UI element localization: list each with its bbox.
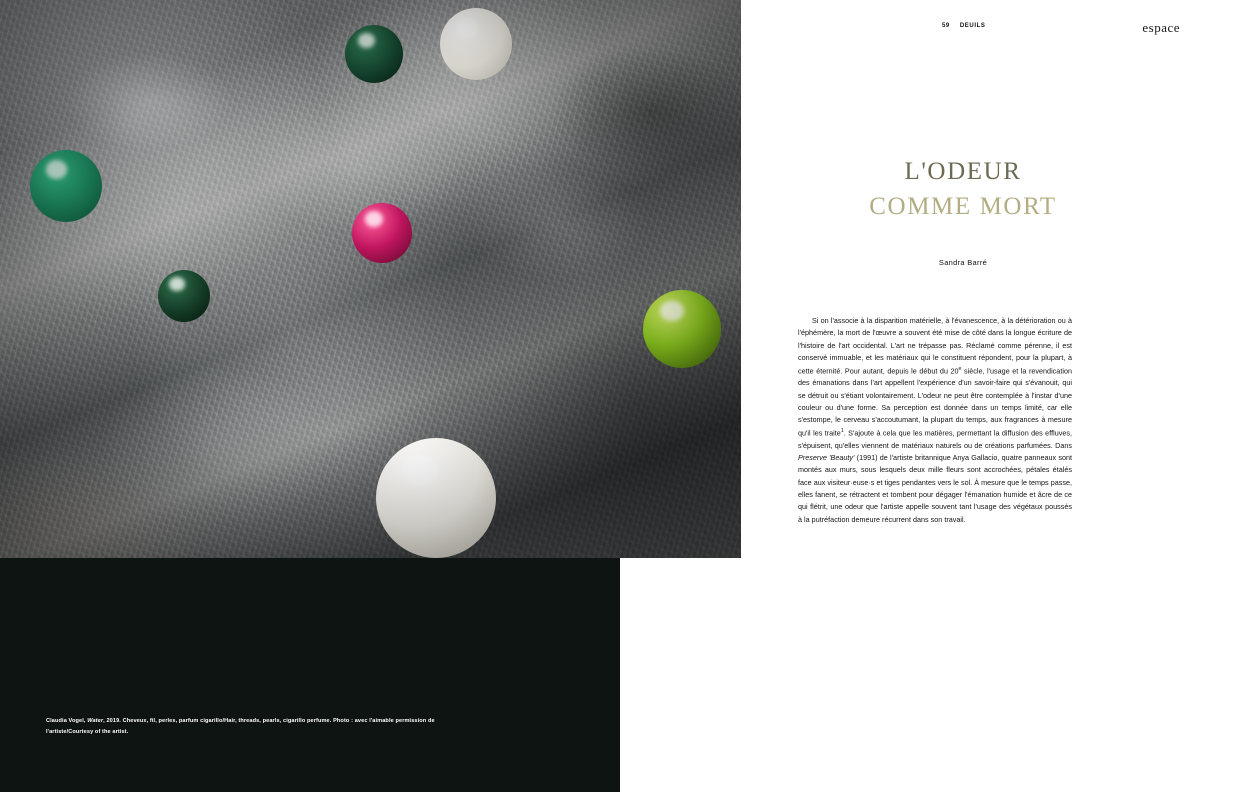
article-body	[798, 315, 1072, 526]
artwork-photograph	[0, 0, 741, 558]
running-head	[942, 23, 985, 29]
caption-line2: cigarillo perfume. Photo : avec l'aimable permission de l'artiste/Courtesy of the artist.	[46, 718, 435, 735]
caption-line1-prefix: Claudia Vogel,	[46, 718, 86, 724]
photo-caption	[46, 716, 466, 738]
caption-line1-suffix: , 2019. Cheveux, fil, perles, parfum cigarillo/Hair, threads, pearls,	[103, 718, 282, 724]
spread-gutter	[741, 0, 753, 792]
caption-artwork-title: Water	[87, 718, 104, 724]
body-superscript-ordinal: e	[958, 365, 962, 372]
body-text-part3: . S'ajoute à cela que les matières, permettant la diffusion des effluves, s'épuisent, qu'elles viennent de matériaux naturels ou de créations parfumées. Dans	[798, 428, 1072, 450]
article-title-line2: COMME MORT	[869, 192, 1057, 220]
article-title-line1: L'ODEUR	[904, 158, 1022, 185]
body-footnote-marker: 1	[840, 427, 844, 434]
body-artwork-title: Preserve 'Beauty'	[798, 452, 855, 462]
magazine-logo: espace	[1142, 20, 1180, 35]
left-page-lower-white-block	[620, 558, 741, 792]
photo-vignette	[0, 0, 741, 558]
body-text-part1: Si on l'associe à la disparition matérielle, à l'évanescence, à la détérioration ou à l'éphémère, la mort de l'œuvre a souvent été mise de côté dans la longue écriture de l'histoire de l'art occidental. L'art ne trépasse pas. Réclamé comme pérenne, il est conservé immuable, et les matériaux qui le constituent répondent, pour la plupart, à cette éternité. Pour autant, depuis le début du 20	[798, 316, 1072, 375]
article-title	[753, 155, 1173, 224]
body-text-part2: siècle, l'usage et la revendication des émanations dans l'art appellent l'expérience d'un savoir-faire qui s'évanouit, qui se détruit ou s'étiant volontairement. L'odeur ne peut être contemplée à l'instar d'une couleur ou d'une forme. Sa perception est donnée dans un temps limité, car elle s'estompe, le cerveau s'accoutumant, la plupart du temps, aux fragrances à mesure qu'il les traite	[798, 365, 1072, 438]
body-text-part4: (1991) de l'artiste britannique Anya Gallacio, quatre panneaux sont montés aux murs, sous lesquels deux mille fleurs sont accrochées, pétales étalés face aux visiteur·euse·s et tiges pendantes vers le sol. À mesure que le temps passe, elles fanent, se rétractent et tombent pour dégager l'émanation humide et âcre de ce qui flétrit, une odeur que l'artiste appelle souvent tant l'usage des végétaux poussés à la putréfaction demeure récurrent dans son travail.	[798, 452, 1073, 524]
folio-number: 59	[942, 23, 950, 29]
right-page-edge-block	[1117, 0, 1132, 792]
article-byline: Sandra Barré	[938, 258, 988, 267]
section-name: DEUILS	[959, 23, 986, 29]
